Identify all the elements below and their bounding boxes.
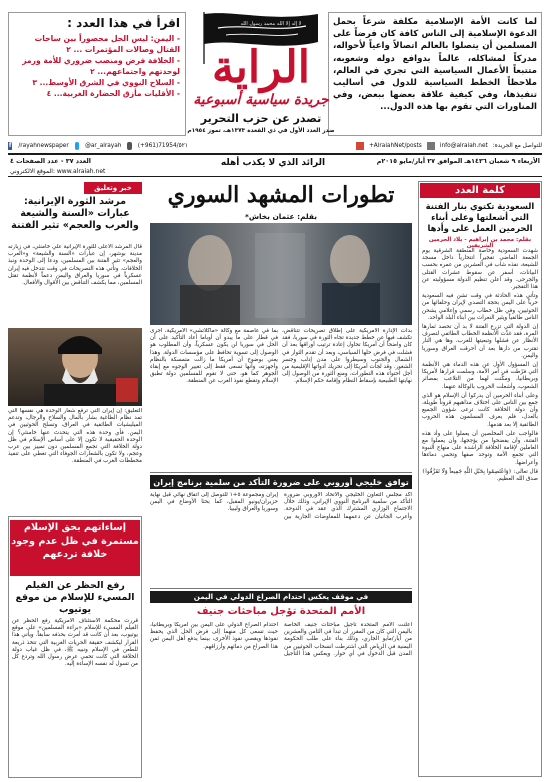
nuclear-headline: توافق خليجي أوروبي على ضرورة التأكد من سلمية برنامج إيران النووي [150,475,412,489]
twitter-icon [75,142,79,150]
phone-icon [127,142,131,150]
in-issue-title: اقرأ في هذا العدد : [67,16,180,30]
iran-photo [8,328,142,406]
masthead [186,8,336,138]
masthead-first-issue: صدر العدد الأول في ذي القعدة ١٣٧٣هـ، تموز ١٩٥٤م [187,128,335,134]
sidebar-paragraph: شهدت السعودية وخاصة المنطقة الشرقية يوم الجمعة الماضي تفجيراً انتحارياً داخل مسجد للشيعة، نفذه شاب في العشرين من عمره بحسب البيانات، أسفر عن سقوط عشرات القتلى والجرحى. وقد أعلن تنظيم الدولة مسؤوليته عن هذا التفجير. [422,248,538,291]
social-email[interactable]: info@alraiah.net [439,143,488,149]
main-photo [150,223,412,325]
sidebar-paragraph: إن الدولة التي تزرع الفتنة لا بد أن تحصد ثمارها المرة، فقد غذّت الأنظمة الخطاب الطائفي لتصرف الأنظار عن فشلها وتبعيتها للغرب، وها هي النار تقترب من دارها بعد أن أحرقت العراق وسوريا واليمن. [422,324,538,359]
iran-comment: التعليق: إن إيران التي ترفع شعار الوحدة هي نفسها التي تمد نظام الطاغية بشار بالمال والسلاح والرجال، وتدعم الميليشيات الطائفية في العراق، وتسلح الحوثيين في اليمن. فأي وحدة هذه التي يتحدث عنها خامنئي؟ إن الوحدة الحقيقية لا تكون إلا على أساس الإسلام في ظل دولة الخلافة التي تجمع المسلمين دون تمييز بين عرب وعجم، ولا تكون بالشعارات الجوفاء التي تغطي على تنفيذ مخططات الغرب في المنطقة. [8,408,142,465]
main-byline: بقلم: عثمان بخاش* [244,212,318,221]
yemen-body: أعلنت الأمم المتحدة تأجيل مباحثات جنيف الخاصة باليمن التي كان من المقرر أن تبدأ في الثامن والعشرين من أيار/مايو الجاري، وذلك بناء على طلب الحكومة اليمنية في الرياض التي اشترطت انسحاب الحوثيين من المدن قبل الدخول في أي حوار. ويعكس هذا التأجيل احتدام الصراع الدولي على اليمن بين أمريكا وبريطانيا، حيث تسعى كل منهما إلى فرض الحل الذي يحفظ نفوذها ويقصي نفوذ الأخرى، بينما يدفع أهل اليمن ثمن هذا الصراع من دمائهم وأرزاقهم. [150,622,412,657]
issue-date: الأربعاء ٩ شعبان ١٤٣٦هـ الموافق ٢٧ أيار/مايو ٢٠١٥م [376,157,540,165]
sidebar-section-title: كلمة العدد [420,183,540,198]
info-bar [8,153,542,177]
islam-headline: إساءاتهم بحق الإسلام مستمرة في ظل عدم وجود خلافة تردعهم [10,520,140,576]
yemen-headline: الأمم المتحدة تؤجل مباحثات جنيف [196,606,366,617]
quote-text: لما كانت الأمة الإسلامية مكلفة شرعاً بحمل الدعوة الإسلامية إلى الناس كافة كان فرضاً على المسلمين أن يتصلوا بالعالم اتصالاً واعياً لأحواله، مدركاً لمشاكله، عالماً بدوافع دوله وشعوبه، متتبعاً الأعمال السياسية التي تجري في العالم، ملاحظاً الخطط السياسية للدول في أساليب تنفيذها، وفي كيفية علاقة بعضها ببعض، وفي المناورات التي تقوم بها هذه الدول... [333,17,537,113]
facebook-icon: f [8,142,12,149]
gplus-icon [356,142,364,150]
divider [150,472,412,473]
sidebar-paragraph: إن المسؤول الأول عن هذه الدماء هي الأنظمة التي فرّطت في أمر الأمة، وسلمت قرارها لأمريكا وبريطانيا، ومكّنت لهما من التلاعب بمصائر الشعوب، وأشعلت الحروب بالوكالة عنهما. [422,362,538,390]
in-issue-item[interactable]: - اليمن: ليس الحل محصوراً بين ساحات القتال وصالات المؤتمرات ... ٢ [34,34,180,54]
in-issue-item[interactable]: - الأقليات مأزق الحضارة الغربية... ٤ [46,89,180,98]
divider [150,588,412,589]
slogan: الرائد الذي لا يكذب أهله [220,158,326,168]
mail-icon [427,142,435,150]
iran-body: قال المرشد الأعلى للثورة الإيرانية علي خامنئي، في زيارته مدينة بوشهر، إن عبارات «السنة والشيعة» و«العرب والعجم» تثير الفتنة بين المسلمين، ودعا إلى الوحدة ونبذ الخلافات. وتأتي هذه التصريحات في وقت تتدخل فيه إيران عسكرياً في سوريا والعراق واليمن دعماً لأنظمة تقتل المسلمين، مما يكشف التناقض بين الأقوال والأفعال. [8,244,142,287]
in-issue-box [8,12,186,136]
in-issue-item[interactable]: - الخلافة فرض ومنصب ضروري للأمة ورمز لوحدتهم واجتماعهم... ٢ [22,56,180,76]
social-row [8,140,542,152]
iran-headline: مرشد الثورة الإيرانية: عبارات «السنة والشيعة والعرب والعجم» تثير الفتنة [11,196,139,231]
issue-number: العدد ٣٧ - عدد الصفحات ٤ [10,157,91,165]
masthead-publisher: تصدر عن حزب التحرير [200,112,322,125]
social-phone[interactable]: (+961)71954/٥٢١ [137,143,188,149]
website[interactable]: www.alraiah.net :الموقع الالكتروني [10,168,106,175]
iran-label: خبر وتعليق [84,182,142,194]
sidebar-paragraph: وتأتي هذه الحادثة في وقت تشن فيه السعودية حرباً على اليمن بحجة التصدي لإيران وحلفائها من الحوثيين، وفي ظل خطاب رسمي وإعلامي يشحن الناس طائفياً ويثير النعرات بين أبناء البلد الواحد. [422,293,538,321]
quote-box [328,12,542,136]
sidebar-headline: السعودية تكتوي بنار الفتنة التي أشعلتها وعلى أبناء الحرمين العمل على وأدها [425,201,535,233]
main-headline: تطورات المشهد السوري [167,182,395,208]
yemen-kicker: في موقف يعكس احتدام الصراع الدولي في اليمن [150,591,412,603]
in-issue-item[interactable]: - السلاح النووي في الشرق الأوسط... ٣ [32,78,180,87]
social-label: للتواصل مع الجريدة: [492,143,542,149]
social-gplus[interactable]: +AlraiahNet/posts [368,143,422,149]
sidebar-paragraph: وعلى أبناء الحرمين أن يدركوا أن الإسلام هو الذي جمع بين الناس على اختلاف مذاهبهم قروناً طويلة، وأن دولة الخلافة كانت ترعى شؤون الجميع بالعدل، فلم يعرف المسلمون هذه الحروب الطائفية إلا بعد هدمها. [422,392,538,428]
logo: الراية [212,42,310,93]
islam-subhead: رفع الحظر عن الفيلم المسيء للإسلام من موقع يوتيوب [15,580,135,615]
sidebar-paragraph: فالواجب على المخلصين أن يعملوا على وأد هذه الفتنة، وأن يفضحوا من يؤججها، وأن يعملوا مع العاملين لإقامة الخلافة الراشدة على منهاج النبوة التي تجمع الأمة وتوحد صفها وتحمي دماءها وأعراضها. [422,430,538,466]
sidebar-paragraph: قال تعالى: ﴿وَاعْتَصِمُوا بِحَبْلِ اللَّهِ جَمِيعاً وَلَا تَفَرَّقُوا﴾ صدق الله العظيم. [422,468,538,483]
nuclear-body: أكد مجلس التعاون الخليجي والاتحاد الأوروبي ضرورة التأكد من سلمية البرنامج النووي الإيراني، وذلك خلال الاجتماع الوزاري المشترك الذي عقد في الدوحة. وأعرب الجانبان عن دعمهما للمفاوضات الجارية بين إيران ومجموعة ٥+١ للتوصل إلى اتفاق نهائي قبل نهاية حزيران/يونيو المقبل، كما بحثا الأوضاع في اليمن وسوريا والعراق وليبيا. [150,492,412,520]
flag-text: لا إله إلا الله محمد رسول الله [240,21,302,27]
social-facebook[interactable]: /rayahnewspaper [18,143,69,149]
main-col-right: بدأت الإدارة الأمريكية على إطلاق تصريحات تتناقض، تكشف فيها عن خطط جديدة تجاه الثورة في سوريا، فقد كان واضحاً أن أمريكا تحاول إعادة ترتيب أوراقها بعد أن فشلت في فرض حلها السياسي، وبعد أن تقدم الثوار في الشمال والجنوب وسيطروا على مدن إدلب وجسر الشغور. وقد لجأت أمريكا إلى تحريك أدواتها الإقليمية من أجل احتواء هذه التطورات، ومنع الثورة من الوصول إلى نهايتها الطبيعية بإسقاط النظام وإقامة حكم الإسلام. [282,328,412,385]
sidebar-body [422,248,538,774]
islam-body: قررت محكمة الاستئناف الأمريكية رفع الحظر عن الفيلم المسيء للإسلام «براءة المسلمين» على موقع يوتيوب، بعد أن كانت قد أمرت بحذفه سابقاً. ويأتي هذا القرار ليكشف حقيقة الحريات الغربية التي تتخذ ذريعة للطعن في الإسلام ونبيه ﷺ، في ظل غياب دولة الخلافة التي كانت تحمي عرض رسول الله وتردع كل من تسول له نفسه الإساءة إليه. [12,618,138,668]
main-col-left: بما في عاصمة مع وكالة «ماكلاتشي» الأمريكية، أجرى في قطار على ما يبدو أن أوباما أعاد التأكيد على أن الحل في سوريا لن يكون عسكرياً، وأن المطلوب هو الوصول إلى تسوية تحافظ على مؤسسات الدولة. وهذا يعني بوضوح أن أمريكا ما زالت متمسكة بالنظام وأجهزته، وأنها تسعى فقط إلى تغيير الوجوه مع إبقاء الجوهر كما هو، حتى لا تقوم للمسلمين دولة تطبق الإسلام وتقطع نفوذ الغرب عن المنطقة. [150,328,278,385]
masthead-subtitle: جريدة سياسية أسبوعية [193,92,329,108]
social-twitter[interactable]: @ar_alrayah [85,143,122,149]
sidebar-byline: بقلم: محمد بن إبراهيم - بلاد الحرمين الشريفين [428,237,532,249]
